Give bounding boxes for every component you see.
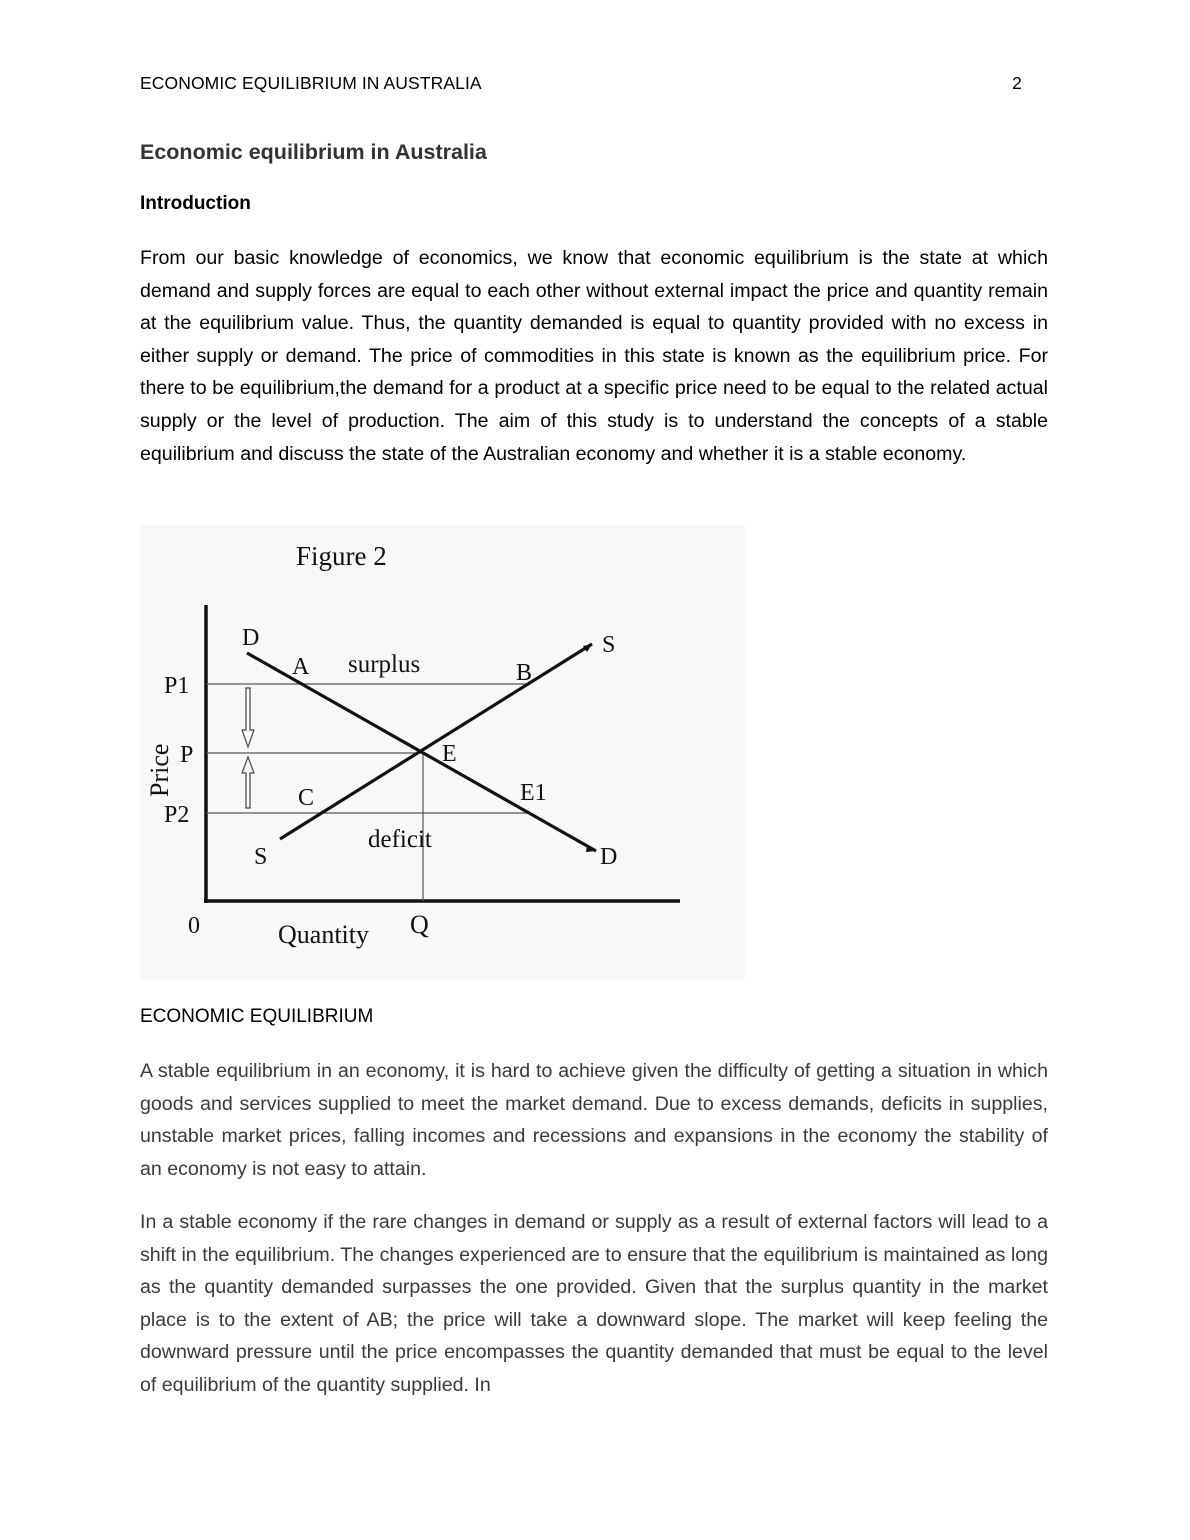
body-paragraph: In a stable economy if the rare changes in demand or supply as a result of external factors will lead to a shift in the equilibrium. The changes experienced are to ensure that the equilibrium is maintained as long as the quantity demanded surpasses the one provided. Given that the surplus quantity in the market place is to the extent of AB; the price will take a downward slope. The market will keep feeling the downward pressure until the price encompasses the quantity demanded that must be equal to the level of equilibrium of the quantity supplied. In xyxy=(140,1211,1048,1396)
economic-equilibrium-heading: ECONOMIC EQUILIBRIUM xyxy=(140,1006,374,1027)
point-c-label: C xyxy=(298,785,315,811)
point-e-label: E xyxy=(442,741,457,767)
demand-bottom-label: D xyxy=(600,844,618,870)
supply-top-label: S xyxy=(602,632,616,658)
origin-label: 0 xyxy=(188,913,200,939)
point-b-label: B xyxy=(516,660,533,686)
body-paragraph: A stable equilibrium in an economy, it is hard to achieve given the difficulty of getting a situation in which goods and services supplied to meet the market demand. Due to excess demands, deficits in supplies, unstable market prices, falling incomes and recessions and expansions in the economy the stability of an economy is not easy to attain. xyxy=(140,1060,1048,1180)
point-a-label: A xyxy=(292,654,310,680)
introduction-paragraph: From our basic knowledge of economics, we know that economic equilibrium is the state at which demand and supply forces are equal to each other without external impact the price and quantity remain at the equilibrium value. Thus, the quantity demanded is equal to quantity provided with no excess in either supply or demand. The price of commodities in this state is known as the equilibrium price. For there to be equilibrium,the demand for a product at a specific price need to be equal to the related actual supply or the level of production. The aim of this study is to understand the concepts of a stable equilibrium and discuss the state of the Australian economy and whether it is a stable economy. xyxy=(140,247,1048,465)
y-axis-label: Price xyxy=(145,743,174,797)
running-header xyxy=(140,73,1022,94)
document-title: Economic equilibrium in Australia xyxy=(140,140,487,164)
price-p1-label: P1 xyxy=(164,673,190,699)
quantity-q-label: Q xyxy=(410,910,429,939)
x-axis-label: Quantity xyxy=(278,920,369,949)
figure-svg xyxy=(140,525,745,980)
figure-title: Figure 2 xyxy=(296,541,387,571)
price-p-label: P xyxy=(180,742,194,768)
introduction-heading: Introduction xyxy=(140,193,251,214)
price-p2-label: P2 xyxy=(164,802,190,828)
running-title: ECONOMIC EQUILIBRIUM IN AUSTRALIA xyxy=(140,73,482,93)
demand-top-label: D xyxy=(242,625,260,651)
supply-bottom-label: S xyxy=(254,844,268,870)
surplus-label: surplus xyxy=(348,651,421,678)
point-e1-label: E1 xyxy=(520,780,547,806)
page-number: 2 xyxy=(1012,73,1022,93)
supply-demand-figure xyxy=(140,525,745,980)
deficit-label: deficit xyxy=(368,826,432,853)
